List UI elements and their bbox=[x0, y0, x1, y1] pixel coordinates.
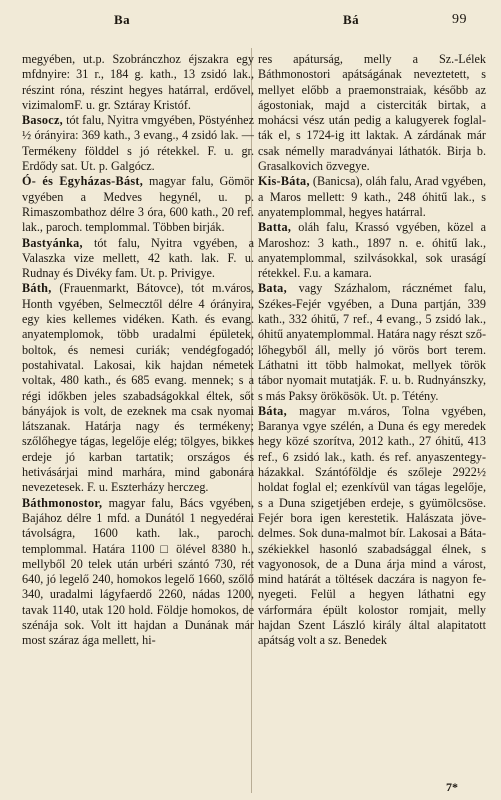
running-head-center: Bá bbox=[343, 12, 360, 27]
entry-text: magyar falu, Gömör vgyében a Medves hegynél, u. p. Rimaszombathoz délre 3 óra, 600 kath., 20 ref. lak., paroch. templommal. Többen birják. bbox=[22, 174, 254, 235]
left-column bbox=[22, 52, 254, 649]
entry-text: (Banicsa), oláh falu, Arad vgyében, a Maros mellett: 9 kath., 248 óhitű lak., s anyatemplommal, hegyes határral. bbox=[258, 174, 486, 219]
entry-headword: Báthmonostor, bbox=[22, 495, 103, 510]
entry-paragraph bbox=[258, 404, 486, 649]
entry-paragraph bbox=[22, 52, 254, 113]
right-column bbox=[258, 52, 486, 649]
entry-text: res apáturság, melly a Sz.-Lélek Báthmonostori apátságának neveztetett, s mellyet előbb a praemonstraiak, később az ágostoniak, majd a cisterciták birtak, a mohácsi vész után pedig a kalugyerek foglalták el, s 1724-ig itt laktak. A zárdának már csak némelly maradványai láthatók. Birja b. Grasalkovich özvegye. bbox=[258, 52, 486, 174]
entry-headword: Báta, bbox=[258, 403, 287, 418]
entry-headword: Bastyánka, bbox=[22, 235, 83, 250]
page-header bbox=[0, 0, 501, 40]
entry-text: (Frauenmarkt, Bátovce), tót m.város, Honth vgyében, Selmecztől délre 4 órányira, egy kies kellemes vidéken. Kath. és evang. anyatemplomok, több uradalmi épületek, boltok, és nemesi curiák; vendégfogadó; postahivatal. Lakosai, kik hajdan németek voltak, 480 kath., és 685 evang. mennek; s a régi időkben jeles szabadságokkal éltek, sőt bányájok is volt, de ezeknek ma csak nyomai látszanak. Határja nagy és termékeny; szőlőhegye tágas, legelője elég; tölgyes, bikkes erdeje jó karban tartatik; országos és hetivásárjai mind marhára, mind gabonára nevezetesek. F. u. Eszterházy herczeg. bbox=[22, 281, 254, 495]
entry-paragraph bbox=[22, 236, 254, 282]
entry-headword: Ó- és Egyházas-Bást, bbox=[22, 174, 144, 189]
entry-text: tót falu, Nyitra vgyében, a Valaszka vize mellett, 42 kath. lak. F. u. Rudnay és Divéky fam. Ut. p. Privigye. bbox=[22, 235, 254, 281]
entry-paragraph bbox=[22, 174, 254, 235]
entry-paragraph bbox=[22, 496, 254, 649]
entry-text: oláh falu, Krassó vgyében, közel a Maroshoz: 3 kath., 1897 n. e. óhitű lak., anyatemplommal, szilvásokkal, sok uraságí rétekkel. F.u. a kamara. bbox=[258, 220, 486, 281]
entry-headword: Kis-Báta, bbox=[258, 174, 310, 189]
entry-paragraph bbox=[258, 52, 486, 174]
entry-text: tót falu, Nyitra vmgyében, Pöstyénhez ½ órányira: 369 kath., 3 evang., 4 zsidó lak. — Termékeny földdel s jó rétekkel. F. u. gr. Erdődy sat. Ut. p. Galgócz. bbox=[22, 113, 254, 174]
entry-paragraph bbox=[258, 220, 486, 281]
entry-paragraph bbox=[22, 281, 254, 495]
entry-paragraph bbox=[22, 113, 254, 174]
entry-text: megyében, ut.p. Szobránczhoz éjszakra egy mfdnyire: 31 r., 184 g. kath., 13 zsidó lak., részint róna, részint hegyes határral, erdővel, vizimalomF. u. gr. Sztáray Kristóf. bbox=[22, 52, 254, 112]
page-number: 99 bbox=[452, 12, 467, 27]
entry-text: vagy Százhalom, rácznémet falu, Székes-Fejér vgyében, a Duna partján, 339 kath., 332 óhitű, 7 ref., 4 evang., 5 zsidó lak., óhitű anyatemplommal. Határa nagy részt szőlőhegyből áll, melly jó vörös bort terem. Láthatni itt több halmokat, mellyek török tábor nyomait mutatják. F. u. b. Rudnyánszky, s más Paksy örökösök. Ut. p. Tétény. bbox=[258, 281, 486, 403]
running-head-left: Ba bbox=[114, 12, 131, 27]
signature-mark: 7* bbox=[446, 780, 458, 794]
entry-headword: Basocz, bbox=[22, 113, 64, 128]
entry-headword: Báth, bbox=[22, 281, 52, 296]
entry-paragraph bbox=[258, 281, 486, 403]
entry-text: magyar falu, Bács vgyében, Bajához délre 1 mfd. a Dunától 1 negyedérai távolságra, 1600 kath. lak., paroch. templommal. Határa 1100 □ ölével 8380 h., mellyből 20 telek után urbéri szántó 730, rét 640, jó legelő 240, homokos legelő 1660, szőlő 340, uradalmi lágyfaerdő 2260, nádas 1200, tavak 1140, utak 120 hold. Földje homokos, de szénája sok. Volt itt hajdan a Dunának már most száraz ága mellett, hi- bbox=[22, 495, 254, 648]
entry-text: magyar m.város, Tolna vgyében, Baranya vgye szélén, a Duna és egy meredek hegy közé szorítva, 2012 kath., 27 óhitű, 413 ref., 6 zsidó lak., kath. és ref. anyaszentegyházakkal. Szántóföldje és szőleje 2922½ holdat foglal el; ezenkívül van tágas legelője, s a Duna szigetjében erdeje, s gyümölcsöse. Fejér bora igen kerestetik. Halászata jövedelmes. Sok duna-malmot bír. Lakosai a Báta-székiekkel hasonló szabadsággal élnek, s vagyonosok, de a Duna árja mind a várost, mind határát a töltések daczára is nagyon fenyegeti. Felül a hegyen láthatni egy várformára épült kolostor romjait, melly hajdan Szent László király által alapitatott apátság volt a sz. Benedek bbox=[258, 403, 486, 648]
entry-headword: Batta, bbox=[258, 220, 292, 235]
entry-headword: Bata, bbox=[258, 281, 287, 296]
entry-paragraph bbox=[258, 174, 486, 220]
